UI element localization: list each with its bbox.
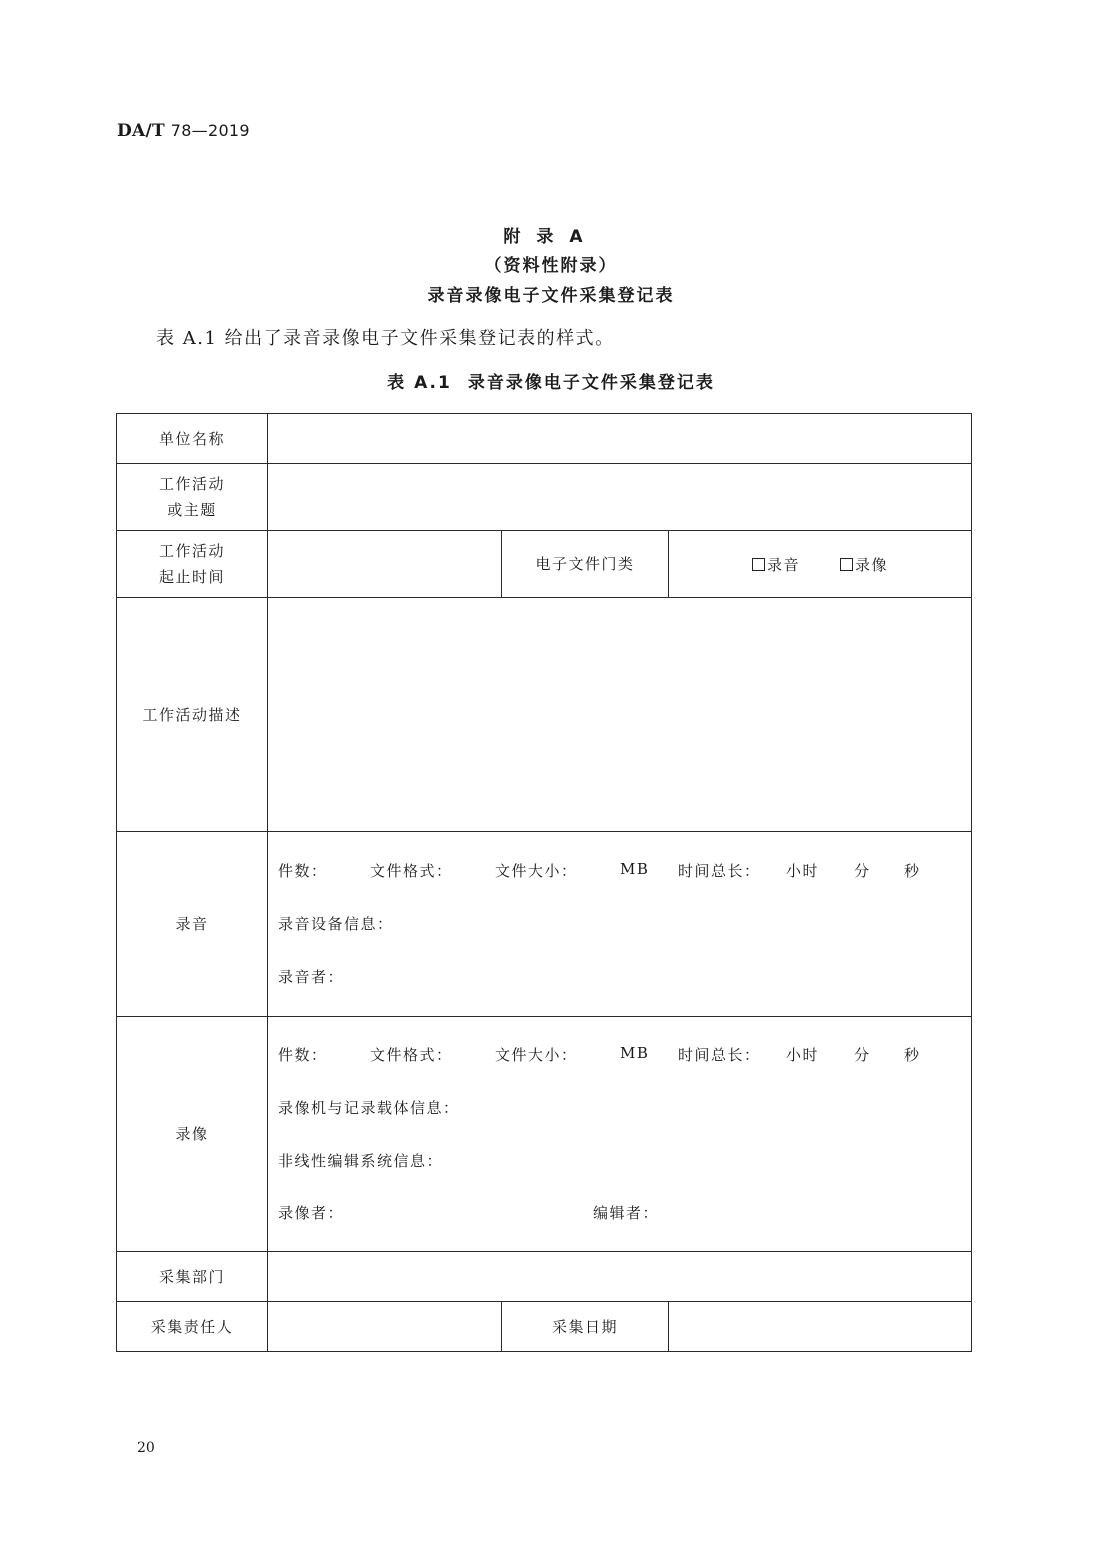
row-unit-name: [117, 414, 972, 464]
table-caption-number: 表 A.1: [387, 373, 452, 393]
activity-period-label-line1: 工作活动: [158, 542, 225, 560]
collection-dept-label: 采集部门: [117, 1252, 268, 1302]
audio-hour-unit: 小时: [786, 862, 820, 880]
unit-name-label: 单位名称: [117, 414, 268, 464]
standard-code-prefix: DA/T: [117, 121, 165, 141]
video-editor-label: 编辑者：: [593, 1204, 660, 1222]
audio-stats-line: [268, 860, 968, 882]
audio-size-unit: MB: [620, 860, 650, 878]
video-minute-unit: 分: [854, 1046, 871, 1064]
collection-dept-field[interactable]: [268, 1252, 972, 1302]
standard-code: [117, 121, 250, 141]
video-hour-unit: 小时: [786, 1046, 820, 1064]
activity-description-label: 工作活动描述: [117, 598, 268, 832]
row-video: [117, 1017, 972, 1252]
collection-date-label: 采集日期: [502, 1302, 669, 1352]
video-format-label: 文件格式：: [370, 1046, 453, 1064]
activity-subject-field[interactable]: [268, 464, 972, 531]
audio-count-label: 件数：: [278, 862, 328, 880]
video-section-fields: [268, 1017, 972, 1252]
audio-recorder-label: 录音者：: [278, 968, 345, 986]
row-activity-description: [117, 598, 972, 832]
activity-description-field[interactable]: [268, 598, 972, 832]
category-option-audio[interactable]: [752, 554, 800, 575]
video-section-label: 录像: [117, 1017, 268, 1252]
activity-subject-label: [117, 464, 268, 531]
video-stats-line: [268, 1044, 968, 1066]
audio-duration-label: 时间总长：: [678, 862, 761, 880]
category-option-audio-label: 录音: [766, 555, 800, 574]
collection-date-field[interactable]: [669, 1302, 972, 1352]
audio-minute-unit: 分: [854, 862, 871, 880]
checkbox-video[interactable]: [840, 558, 853, 571]
page-number: 20: [137, 1440, 155, 1456]
audio-section-fields: [268, 832, 972, 1017]
intro-paragraph: 表 A.1 给出了录音录像电子文件采集登记表的样式。: [156, 328, 615, 349]
file-category-options: [669, 531, 972, 598]
video-count-label: 件数：: [278, 1046, 328, 1064]
checkbox-audio[interactable]: [752, 558, 765, 571]
video-second-unit: 秒: [904, 1046, 921, 1064]
table-caption-title: 录音录像电子文件采集登记表: [467, 373, 715, 393]
responsible-person-label: 采集责任人: [117, 1302, 268, 1352]
registration-form-table: [116, 413, 972, 1352]
appendix-type: （资料性附录）: [484, 256, 618, 276]
activity-subject-label-line1: 工作活动: [158, 475, 225, 493]
audio-device-info-label: 录音设备信息：: [278, 915, 394, 933]
audio-size-label: 文件大小：: [495, 862, 578, 880]
row-activity-period: [117, 531, 972, 598]
responsible-person-field[interactable]: [268, 1302, 502, 1352]
standard-code-number: 78—2019: [170, 121, 250, 140]
appendix-title: 附录A: [503, 227, 599, 247]
row-audio: [117, 832, 972, 1017]
video-size-label: 文件大小：: [495, 1046, 578, 1064]
activity-period-field[interactable]: [268, 531, 502, 598]
table-caption: [0, 368, 1102, 393]
unit-name-field[interactable]: [268, 414, 972, 464]
video-duration-label: 时间总长：: [678, 1046, 761, 1064]
row-collection-dept: [117, 1252, 972, 1302]
video-credits-line: [268, 1202, 968, 1224]
video-editing-info-label: 非线性编辑系统信息：: [278, 1152, 444, 1170]
activity-period-label-line2: 起止时间: [158, 568, 225, 586]
audio-section-label: 录音: [117, 832, 268, 1017]
row-responsible-date: [117, 1302, 972, 1352]
video-recorder-label: 录像者：: [278, 1204, 345, 1222]
appendix-name: 录音录像电子文件采集登记表: [427, 286, 675, 306]
file-category-label: 电子文件门类: [502, 531, 669, 598]
audio-second-unit: 秒: [904, 862, 921, 880]
category-option-video[interactable]: [840, 554, 888, 575]
video-device-info-label: 录像机与记录载体信息：: [278, 1099, 460, 1117]
category-option-video-label: 录像: [855, 555, 889, 574]
activity-period-label: [117, 531, 268, 598]
activity-subject-label-line2: 或主题: [167, 501, 217, 519]
row-activity-subject: [117, 464, 972, 531]
video-size-unit: MB: [620, 1044, 650, 1062]
audio-format-label: 文件格式：: [370, 862, 453, 880]
